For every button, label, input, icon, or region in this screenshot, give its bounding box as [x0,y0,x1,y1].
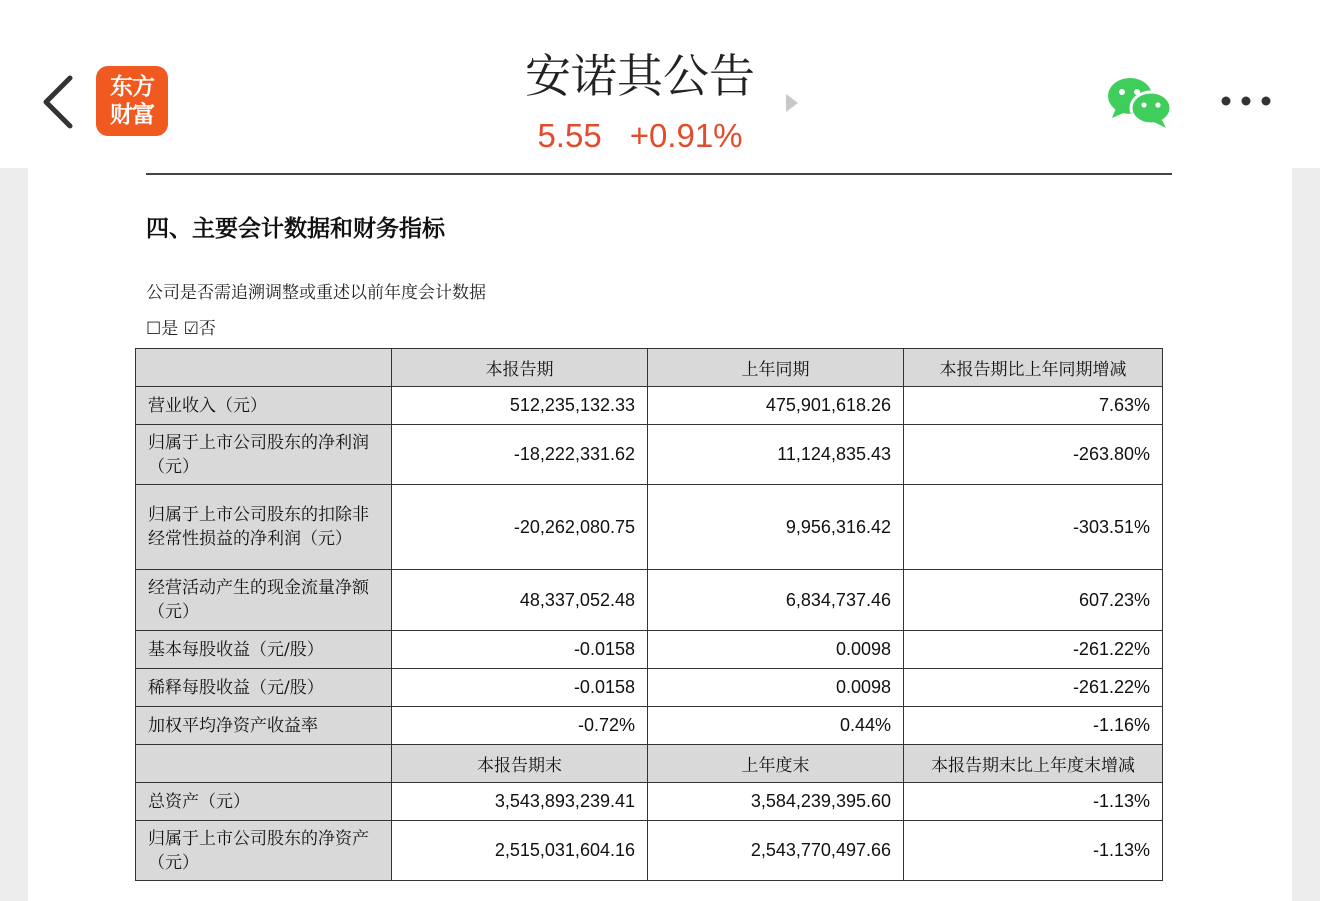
row-label: 总资产（元） [136,783,392,821]
table-cell: -0.72% [392,707,648,745]
table-cell: -261.22% [904,631,1163,669]
table-cell: 512,235,132.33 [392,387,648,425]
restatement-answer: ☐是 ☑否 [146,319,216,339]
table-cell: -263.80% [904,425,1163,485]
table-row [136,425,1163,485]
table-cell: 6,834,737.46 [648,570,904,631]
table-cell: 475,901,618.26 [648,387,904,425]
table-cell: 3,543,893,239.41 [392,783,648,821]
restatement-question: 公司是否需追溯调整或重述以前年度会计数据 [146,283,486,303]
table-row [136,783,1163,821]
table-header-cell [136,349,392,387]
title-arrow-icon[interactable] [786,94,798,112]
row-label: 归属于上市公司股东的扣除非经常性损益的净利润（元） [136,485,392,570]
table-cell: 7.63% [904,387,1163,425]
row-label: 经营活动产生的现金流量净额（元） [136,570,392,631]
stock-price: 5.55 [537,117,602,154]
table-cell: -303.51% [904,485,1163,570]
table-header-cell: 本报告期末比上年度末增减 [904,745,1163,783]
row-label: 基本每股收益（元/股） [136,631,392,669]
table-row [136,631,1163,669]
table-row [136,821,1163,881]
table-cell: 2,515,031,604.16 [392,821,648,881]
back-chevron-icon[interactable] [40,74,80,130]
table-cell: -18,222,331.62 [392,425,648,485]
table-cell: -0.0158 [392,669,648,707]
more-dots-icon[interactable] [1218,92,1274,110]
table-header-row [136,349,1163,387]
row-label: 归属于上市公司股东的净资产（元） [136,821,392,881]
table-cell: 11,124,835.43 [648,425,904,485]
table-header-cell: 本报告期末 [392,745,648,783]
table-cell: -261.22% [904,669,1163,707]
table-header-cell: 本报告期 [392,349,648,387]
table-cell: 607.23% [904,570,1163,631]
row-label: 营业收入（元） [136,387,392,425]
stock-quote [440,114,840,158]
table-header-cell [136,745,392,783]
wechat-icon[interactable] [1106,74,1174,130]
app-header [0,0,1320,168]
table-row [136,387,1163,425]
eastmoney-logo[interactable]: 东方 财富 [96,66,168,136]
financial-data-table [135,348,1163,881]
table-cell: -0.0158 [392,631,648,669]
table-header-cell: 上年同期 [648,349,904,387]
row-label: 加权平均净资产收益率 [136,707,392,745]
table-row [136,669,1163,707]
table-header-cell: 上年度末 [648,745,904,783]
table-header-row [136,745,1163,783]
table-cell: 3,584,239,395.60 [648,783,904,821]
table-cell: 0.44% [648,707,904,745]
table-cell: -1.16% [904,707,1163,745]
page-title[interactable]: 安诺其公告 [525,49,755,103]
table-row [136,485,1163,570]
table-cell: -20,262,080.75 [392,485,648,570]
table-row [136,570,1163,631]
table-cell: -1.13% [904,783,1163,821]
table-cell: 48,337,052.48 [392,570,648,631]
table-row [136,707,1163,745]
table-cell: 0.0098 [648,631,904,669]
table-header-cell: 本报告期比上年同期增减 [904,349,1163,387]
table-cell: 9,956,316.42 [648,485,904,570]
table-cell: 0.0098 [648,669,904,707]
table-cell: 2,543,770,497.66 [648,821,904,881]
row-label: 归属于上市公司股东的净利润（元） [136,425,392,485]
table-cell: -1.13% [904,821,1163,881]
section-title: 四、主要会计数据和财务指标 [146,215,445,242]
row-label: 稀释每股收益（元/股） [136,669,392,707]
page-top-rule [146,173,1172,175]
announcement-page [28,168,1292,901]
stock-change: +0.91% [629,117,743,154]
